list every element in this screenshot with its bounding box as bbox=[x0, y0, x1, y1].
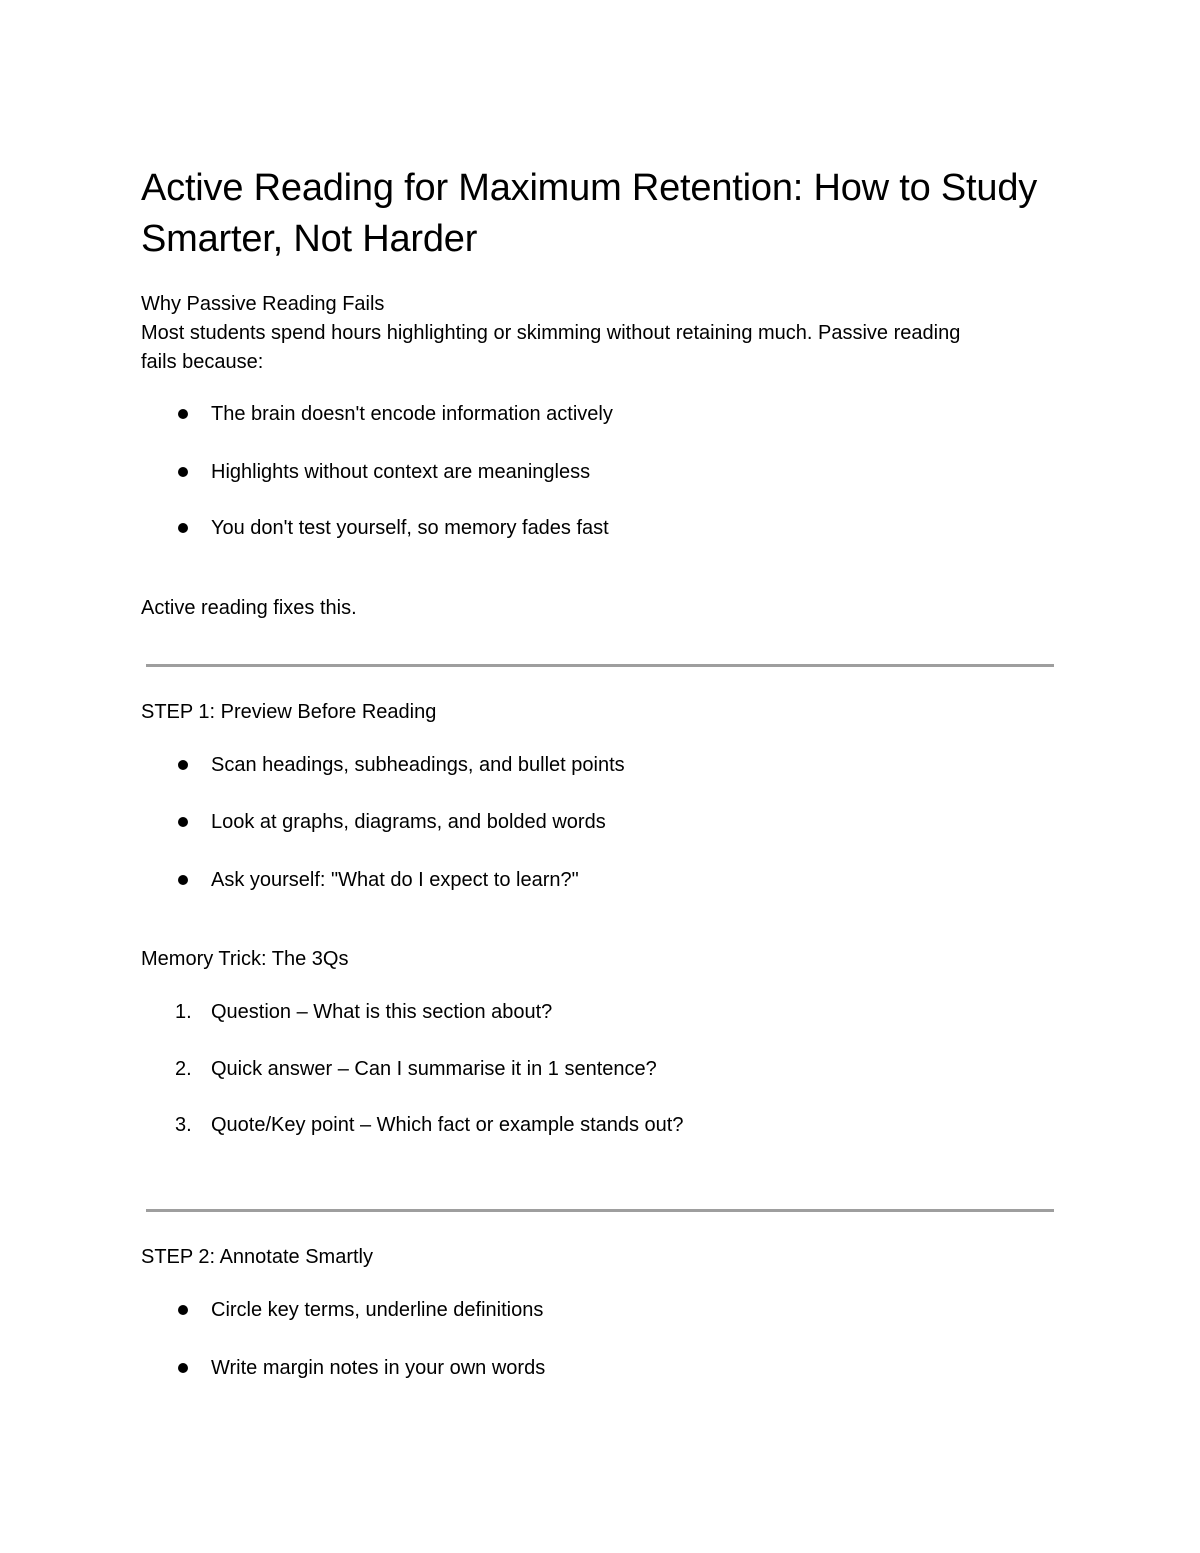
document-title: Active Reading for Maximum Retention: How to Study Smarter, Not Harder bbox=[141, 167, 1038, 260]
bullet-icon bbox=[178, 817, 188, 827]
list-item-text: Quote/Key point – Which fact or example stands out? bbox=[211, 1114, 684, 1136]
intro-line-2: fails because: bbox=[141, 351, 264, 373]
intro-line-1: Most students spend hours highlighting or skimming without retaining much. Passive reading bbox=[141, 322, 961, 344]
list-item-text: Question – What is this section about? bbox=[211, 1001, 553, 1023]
list-item-text: Scan headings, subheadings, and bullet points bbox=[211, 754, 625, 776]
list-item-text: The brain doesn't encode information actively bbox=[211, 403, 613, 425]
list-item bbox=[0, 513, 1200, 543]
list-item bbox=[0, 1295, 1200, 1325]
list-item-text: Quick answer – Can I summarise it in 1 sentence? bbox=[211, 1058, 657, 1080]
bullet-icon bbox=[178, 760, 188, 770]
bullet-icon bbox=[178, 409, 188, 419]
bullet-icon bbox=[178, 875, 188, 885]
numbered-list-item bbox=[0, 1110, 1200, 1140]
list-number: 1. bbox=[175, 1001, 192, 1023]
section-heading-step-2: STEP 2: Annotate Smartly bbox=[141, 1246, 373, 1268]
section-heading-why-passive-reading-fails: Why Passive Reading Fails bbox=[141, 293, 385, 315]
list-item bbox=[0, 750, 1200, 780]
bullet-icon bbox=[178, 467, 188, 477]
horizontal-divider bbox=[146, 664, 1054, 667]
list-item bbox=[0, 865, 1200, 895]
list-item-text: Write margin notes in your own words bbox=[211, 1357, 546, 1379]
bullet-icon bbox=[178, 1305, 188, 1315]
list-number: 3. bbox=[175, 1114, 192, 1136]
numbered-list-item bbox=[0, 997, 1200, 1027]
list-item-text: Ask yourself: "What do I expect to learn?" bbox=[211, 869, 579, 891]
list-item-text: You don't test yourself, so memory fades fast bbox=[211, 517, 609, 539]
list-item bbox=[0, 1353, 1200, 1383]
list-item bbox=[0, 807, 1200, 837]
horizontal-divider bbox=[146, 1209, 1054, 1212]
bullet-icon bbox=[178, 523, 188, 533]
conclusion-text: Active reading fixes this. bbox=[141, 597, 357, 619]
list-item-text: Circle key terms, underline definitions bbox=[211, 1299, 544, 1321]
list-item-text: Look at graphs, diagrams, and bolded words bbox=[211, 811, 606, 833]
section-heading-memory-trick: Memory Trick: The 3Qs bbox=[141, 948, 349, 970]
list-item bbox=[0, 399, 1200, 429]
list-number: 2. bbox=[175, 1058, 192, 1080]
bullet-icon bbox=[178, 1363, 188, 1373]
section-heading-step-1: STEP 1: Preview Before Reading bbox=[141, 701, 437, 723]
list-item-text: Highlights without context are meaningless bbox=[211, 461, 591, 483]
numbered-list-item bbox=[0, 1054, 1200, 1084]
intro-paragraph bbox=[141, 319, 1041, 377]
list-item bbox=[0, 457, 1200, 487]
